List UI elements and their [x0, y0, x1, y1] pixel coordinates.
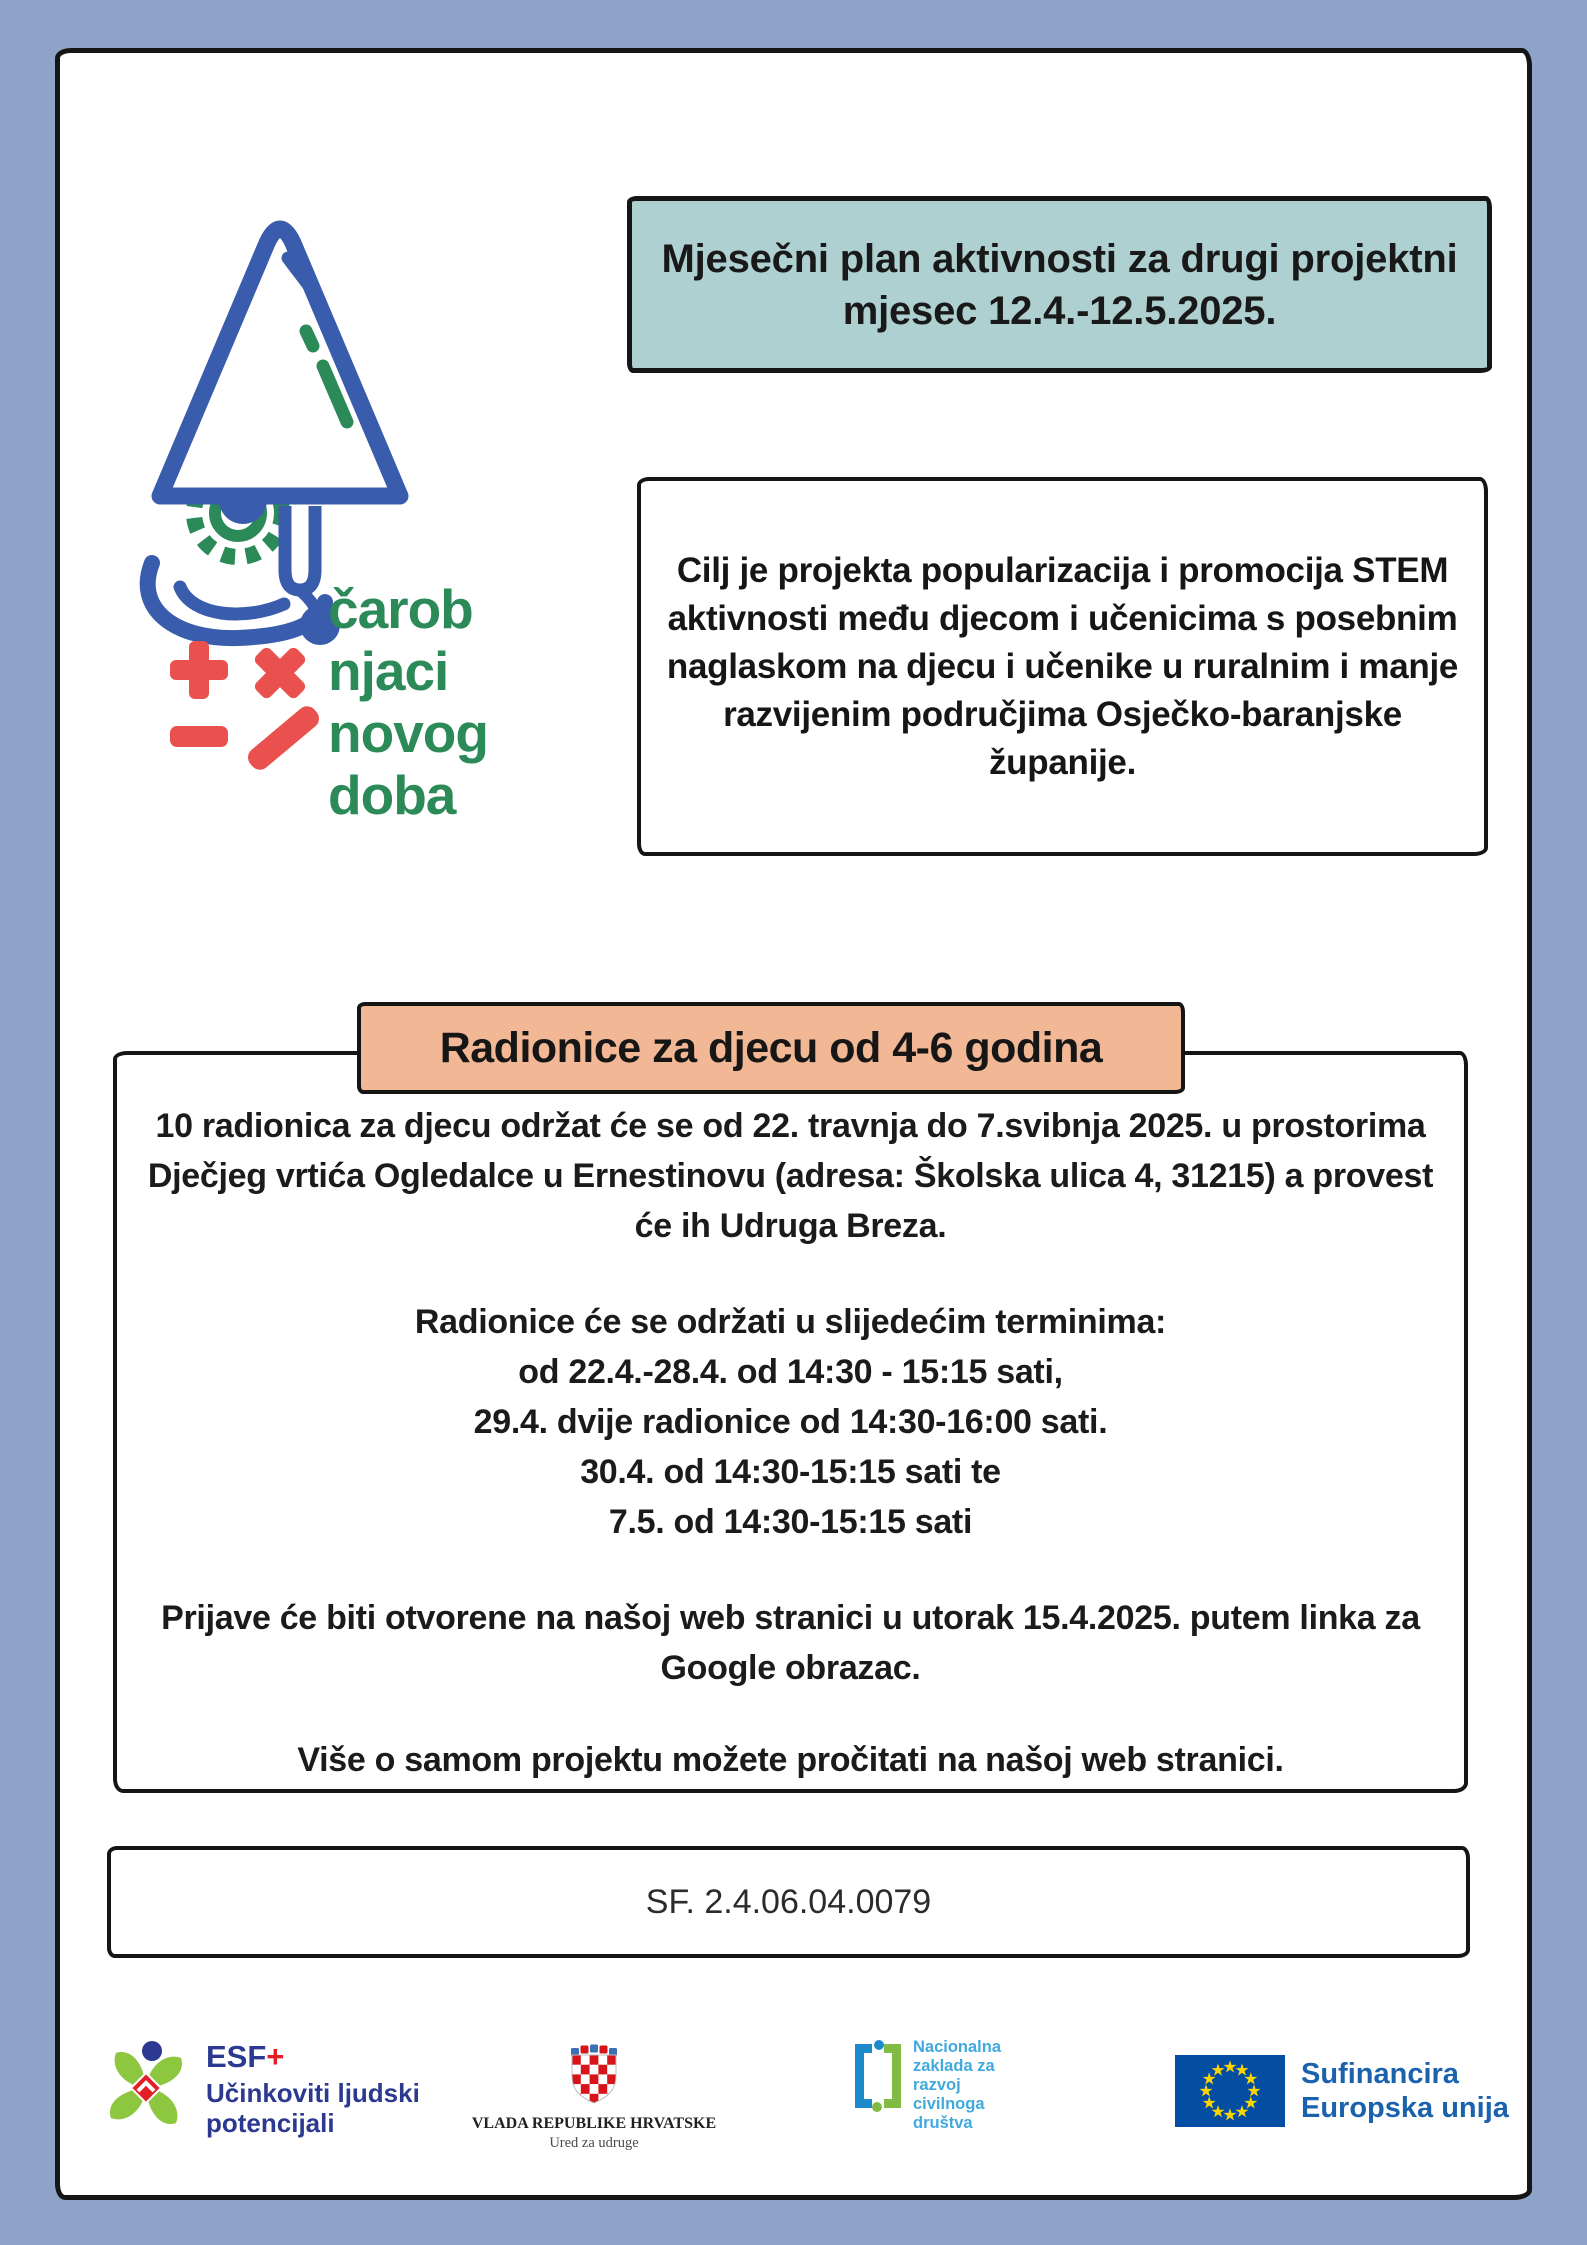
signup-text: Prijave će biti otvorene na našoj web stranici u utorak 15.4.2025. putem linka za Google obrazac. [161, 1599, 1420, 1687]
esf-pinwheel-icon [100, 2038, 192, 2130]
workshops-heading [357, 1002, 1185, 1094]
reference-box [107, 1846, 1470, 1958]
logo-word: doba [328, 764, 456, 826]
reference-code: SF. 2.4.06.04.0079 [645, 1882, 932, 1921]
eu-text-line2: Europska unija [1301, 2092, 1509, 2124]
workshops-box [113, 1051, 1468, 1793]
eu-text-line1: Sufinancira [1301, 2058, 1459, 2090]
nzrcd-text: Nacionalna zaklada za razvoj civilnoga društva [913, 2038, 1002, 2132]
esf-plus-sign: + [266, 2039, 285, 2074]
eu-flag-icon [1175, 2055, 1285, 2127]
poster-card [55, 48, 1532, 2200]
logo-wordmark [328, 578, 488, 826]
logo-word: čarob [328, 578, 473, 640]
monthly-plan-title: Mjesečni plan aktivnosti za drugi projektni mjesec 12.4.-12.5.2025. [661, 236, 1458, 333]
schedule-line: 7.5. od 14:30-15:15 sati [608, 1503, 973, 1541]
eu-logo [1175, 2055, 1509, 2127]
slash-icon [239, 693, 329, 783]
project-goal-box [637, 477, 1488, 856]
workshops-heading-text: Radionice za djecu od 4-6 godina [439, 1023, 1103, 1072]
more-info-text: Više o samom projektu možete pročitati na našoj web stranici. [297, 1741, 1284, 1779]
project-goal-text: Cilj je projekta popularizacija i promocija STEM aktivnosti među djecom i učenicima s posebnim naglaskom na djecu i učenike u ruralnim i manje razvijenim područjima Osječko-baranjske županije. [666, 550, 1459, 782]
workshops-intro: 10 radionica za djecu održat će se od 22. travnja do 7.svibnja 2025. u prostorima Dječjeg vrtića Ogledalce u Ernestinovu (adresa: Školska ulica 4, 31215) a provest će ih Udruga Breza. [147, 1107, 1434, 1245]
vlada-title: VLADA REPUBLIKE HRVATSKE [471, 2115, 717, 2132]
minus-icon [170, 726, 228, 747]
esf-acronym: ESF [206, 2039, 267, 2074]
logo-word: njaci [328, 640, 449, 702]
nzrcd-logo [855, 2038, 1021, 2133]
esf-logo [100, 2038, 436, 2138]
monthly-plan-title-box [627, 196, 1492, 373]
esf-title [206, 2040, 436, 2074]
esf-tagline: Učinkoviti ljudski potencijali [206, 2078, 420, 2138]
schedule-line: 29.4. dvije radionice od 14:30-16:00 sati. [473, 1403, 1108, 1441]
brackets-icon [855, 2040, 901, 2112]
schedule-title: Radionice će se održati u slijedećim terminima: [414, 1303, 1167, 1341]
schedule-line: 30.4. od 14:30-15:15 sati te [580, 1453, 1001, 1491]
plus-icon [170, 641, 228, 699]
vlada-logo [464, 2043, 724, 2152]
logo-word: novog [328, 702, 488, 764]
croatian-coat-of-arms-icon [570, 2043, 618, 2105]
schedule-line: od 22.4.-28.4. od 14:30 - 15:15 sati, [518, 1353, 1063, 1391]
vlada-subtitle: Ured za udruge [549, 2135, 639, 2151]
